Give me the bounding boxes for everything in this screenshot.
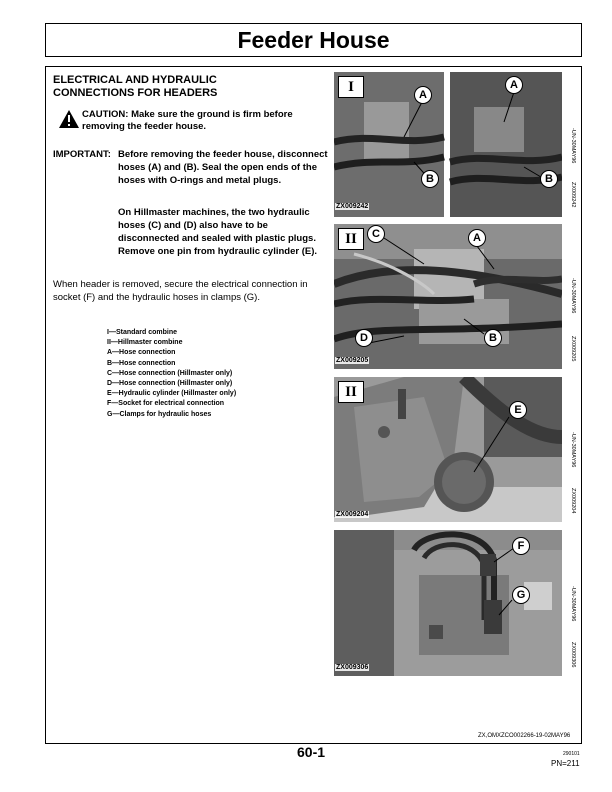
photo-3-image [334,377,562,522]
callout-b: B [484,329,502,347]
photo-side-code: -UN-30MAY96 [570,432,576,468]
photo-code: ZX009242 [336,203,369,210]
photo-side-code: ZX009205 [570,336,576,362]
photo-side-code: -UN-30MAY96 [570,586,576,622]
legend-item: A—Hose connection [107,349,176,357]
roman-numeral-label: I [338,76,364,98]
photo-side-code: ZX009306 [570,642,576,668]
legend-item: C—Hose connection (Hillmaster only) [107,369,233,377]
photo-side-code: ZX009204 [570,488,576,514]
section-heading [53,74,323,100]
heading-line-2: CONNECTIONS FOR HEADERS [53,87,218,99]
body-paragraph: When header is removed, secure the electrical connection in socket (F) and the hydraulic hoses in clamps (G). [53,279,308,303]
date-code: 290101 [563,751,580,757]
photo-1 [334,72,562,217]
pn-number: PN=211 [551,759,580,768]
document-reference: ZX,OMXZCO002266-19-02MAY96 [478,733,571,739]
photo-2 [334,224,562,369]
photo-2-image [334,224,562,369]
photo-side-code: -UN-30MAY96 [570,128,576,164]
caution-text: CAUTION: Make sure the ground is firm before removing the feeder house. [82,109,293,132]
callout-a: A [468,229,486,247]
photo-code: ZX009306 [336,664,369,671]
legend-item: D—Hose connection (Hillmaster only) [107,380,233,388]
legend-item: I—Standard combine [107,329,178,336]
page-title: Feeder House [237,26,390,53]
important-label: IMPORTANT: [53,149,111,160]
legend-item: F—Socket for electrical connection [107,400,225,408]
callout-f: F [512,537,530,555]
callout-c: C [367,225,385,243]
callout-e: E [509,401,527,419]
legend-item: II—Hillmaster combine [107,339,183,347]
callout-b: B [421,170,439,188]
figure-legend [107,328,327,420]
warning-triangle-icon [58,109,80,129]
photo-4 [334,530,562,676]
legend-item: G—Clamps for hydraulic hoses [107,410,212,418]
heading-line-1: ELECTRICAL AND HYDRAULIC [53,74,217,86]
important-text-2: On Hillmaster machines, the two hydraulic hoses (C) and (D) also have to be disconnected and sealed with plastic plugs. Remove one pin from hydraulic cylinder (E). [118,207,318,257]
legend-item: B—Hose connection [107,359,176,367]
photo-code: ZX009205 [336,357,369,364]
callout-a: A [505,76,523,94]
page-title-box [45,23,582,57]
important-text: Before removing the feeder house, disconnect hoses (A) and (B). Seal the open ends of the hoses with O-rings and metal plugs. [118,149,328,186]
photo-code: ZX009204 [336,511,369,518]
caution-block [58,109,323,133]
page-number: 60-1 [297,744,326,760]
photo-side-code: -UN-30MAY96 [570,278,576,314]
photo-side-code: ZX009242 [570,182,576,208]
roman-numeral-label: II [338,228,364,250]
legend-item: E—Hydraulic cylinder (Hillmaster only) [107,390,237,398]
photo-1-image [334,72,562,217]
callout-a: A [414,86,432,104]
roman-numeral-label: II [338,381,364,403]
callout-d: D [355,329,373,347]
photo-3 [334,377,562,522]
callout-b: B [540,170,558,188]
callout-g: G [512,586,530,604]
